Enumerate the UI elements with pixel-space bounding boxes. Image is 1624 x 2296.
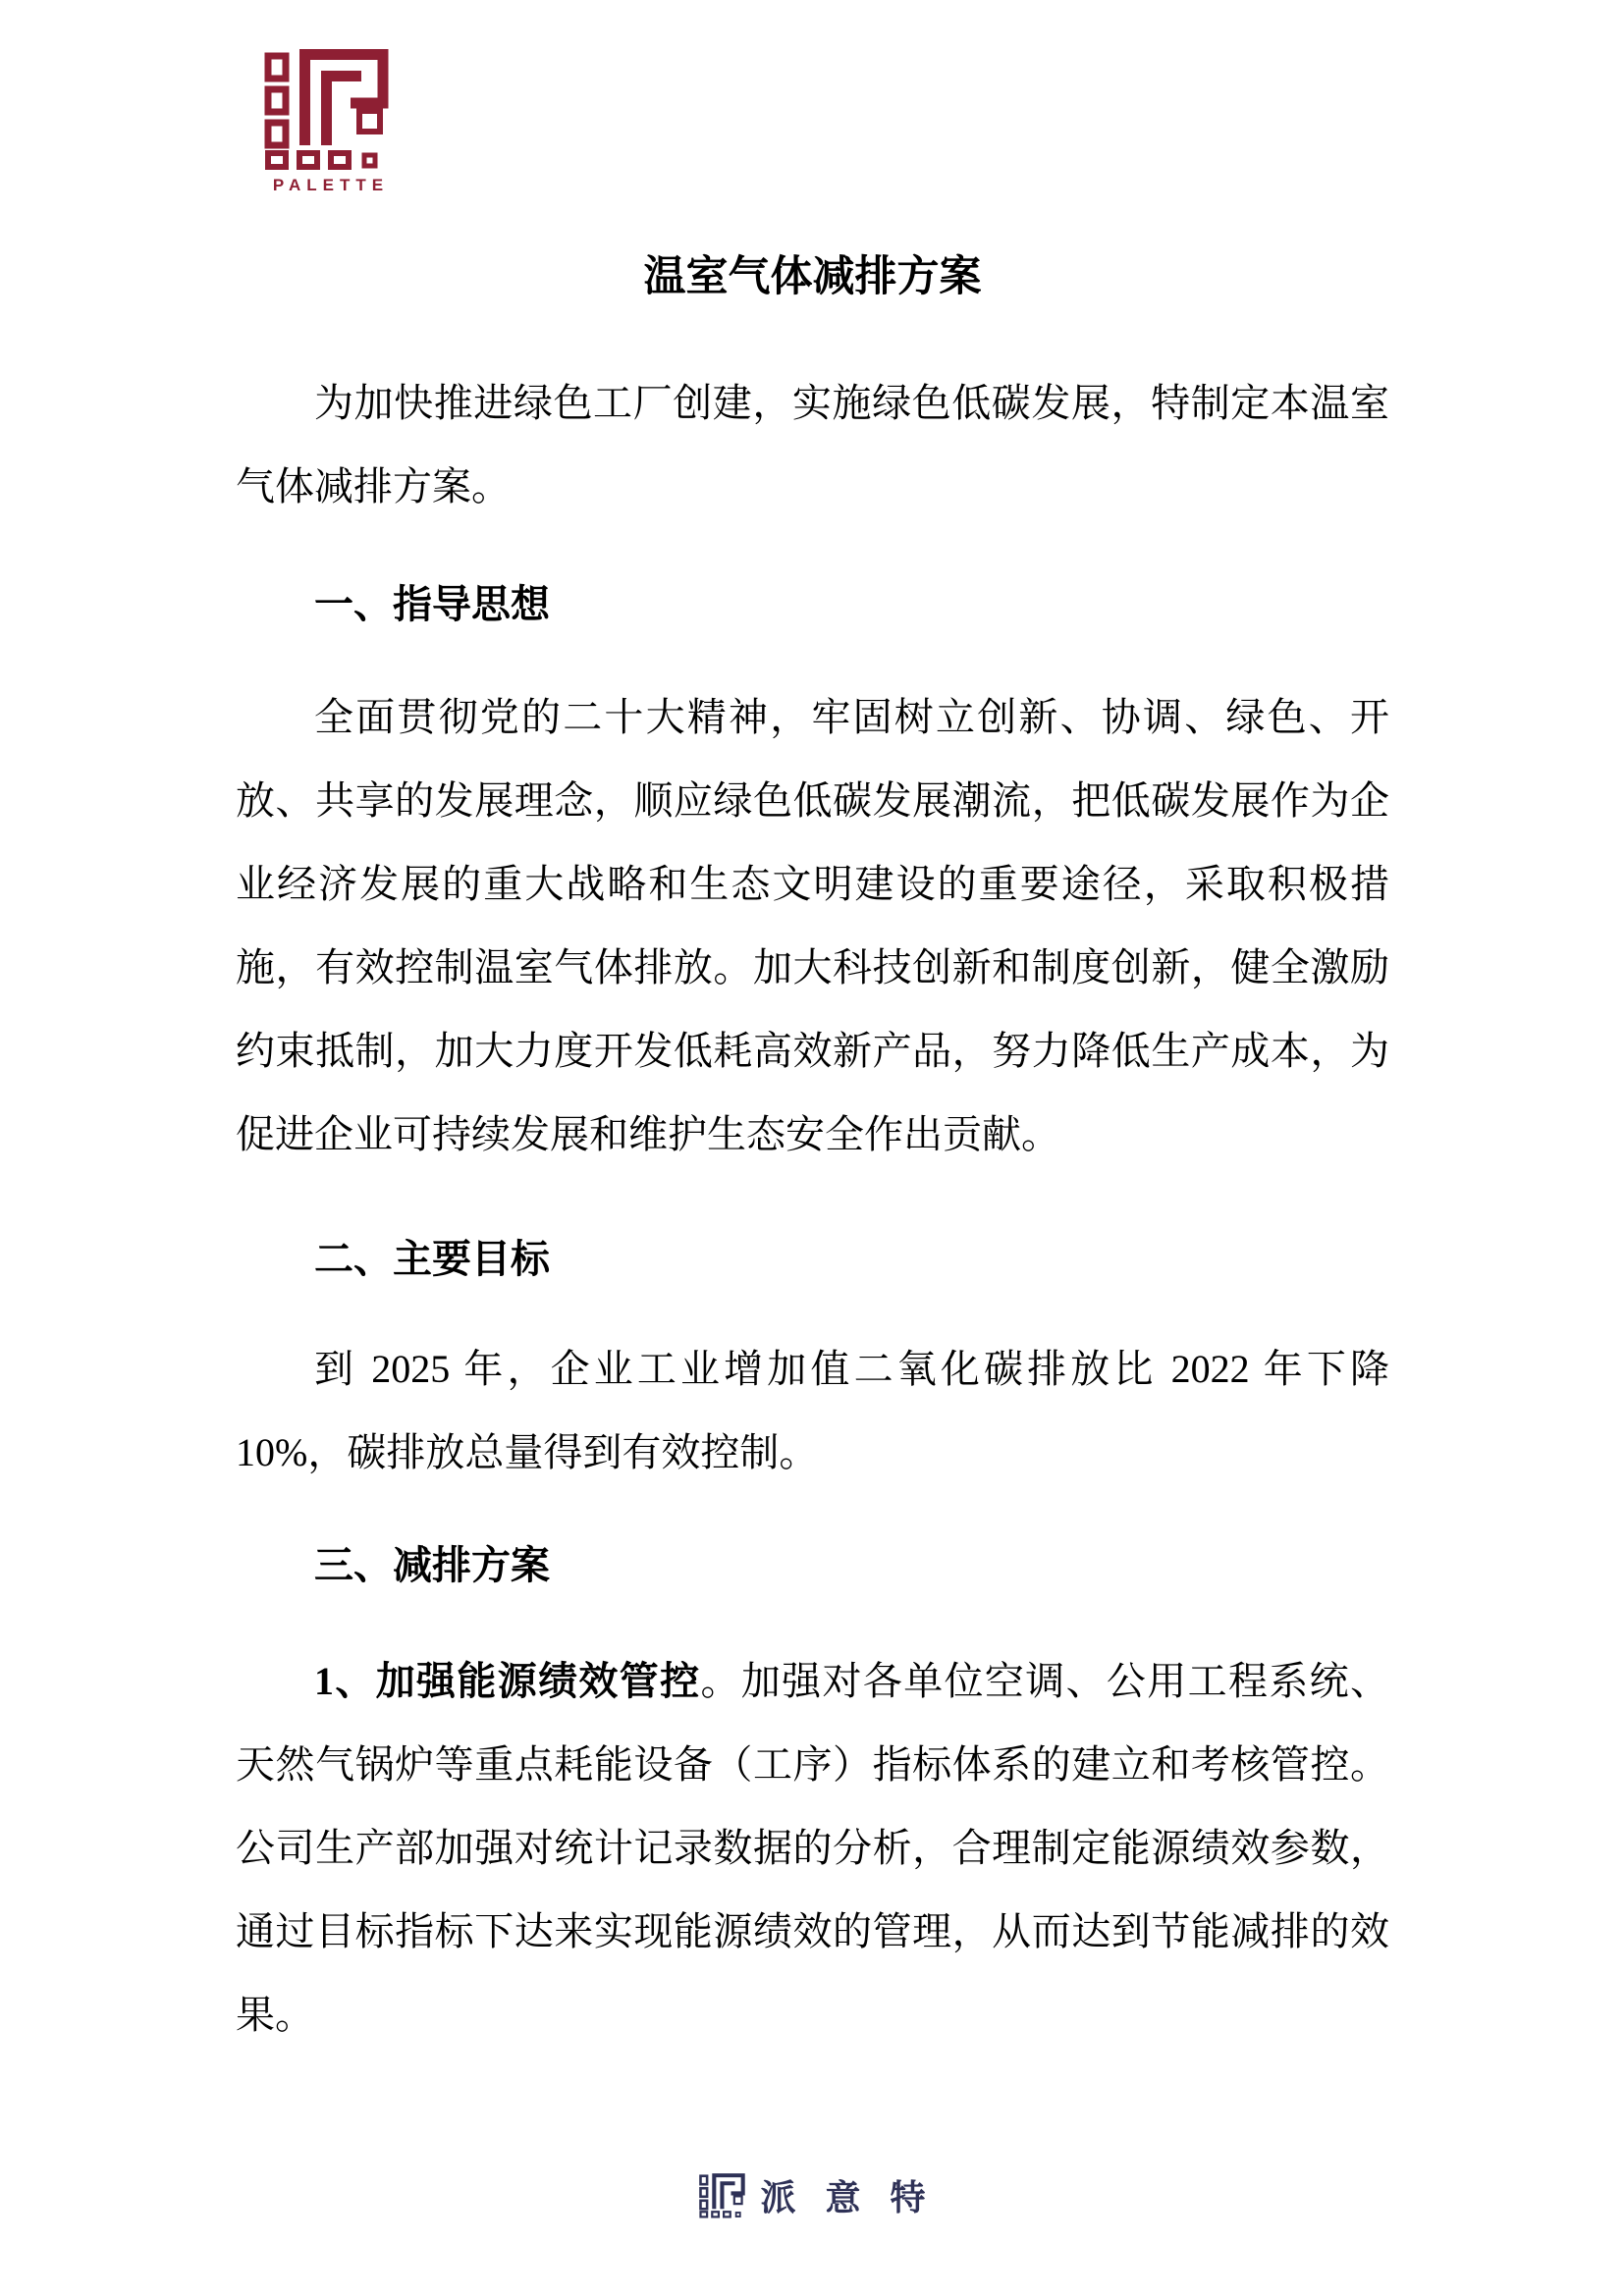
palette-logo-text: PALETTE (272, 176, 390, 194)
palette-logo-icon (264, 49, 392, 171)
intro-paragraph: 为加快推进绿色工厂创建，实施绿色低碳发展，特制定本温室气体减排方案。 (236, 381, 1389, 508)
section-body-guiding-ideology: 全面贯彻党的二十大精神，牢固树立创新、协调、绿色、开放、共享的发展理念，顺应绿色低碳发展潮流，把低碳发展作为企业经济发展的重大战略和生态文明建设的重要途径，采取积极措施，有效控制温室气体排放。加大科技创新和制度创新，健全激励约束抵制，加大力度开发低耗高效新产品，努力降低生产成本，为促进企业可持续发展和维护生态安全作出贡献。 (236, 695, 1389, 1156)
section-heading-guiding-ideology: 一、指导思想 (314, 582, 550, 626)
section-body-reduction-item-1 (236, 1639, 1389, 2056)
palette-logo (263, 49, 393, 195)
document-content (0, 250, 1624, 2220)
item-1-bold-lead: 1、加强能源绩效管控 (314, 1659, 701, 1703)
section-heading-main-goals: 二、主要目标 (314, 1237, 550, 1281)
footer-brand (236, 2170, 1389, 2220)
section-heading-reduction-plan: 三、减排方案 (314, 1543, 550, 1587)
section-body-main-goals: 到 2025 年，企业工业增加值二氧化碳排放比 2022 年下降 10%，碳排放总量得到有效控制。 (236, 1347, 1389, 1474)
footer-brand-text: 派意特 (760, 2177, 955, 2217)
page-title: 温室气体减排方案 (643, 254, 982, 300)
item-1-text: 。加强对各单位空调、公用工程系统、天然气锅炉等重点耗能设备（工序）指标体系的建立和考核管控。公司生产部加强对统计记录数据的分析，合理制定能源绩效参数，通过目标指标下达来实现能源绩效的管理，从而达到节能减排的效果。 (236, 1659, 1390, 2037)
paiyite-logo-icon (699, 2173, 746, 2218)
